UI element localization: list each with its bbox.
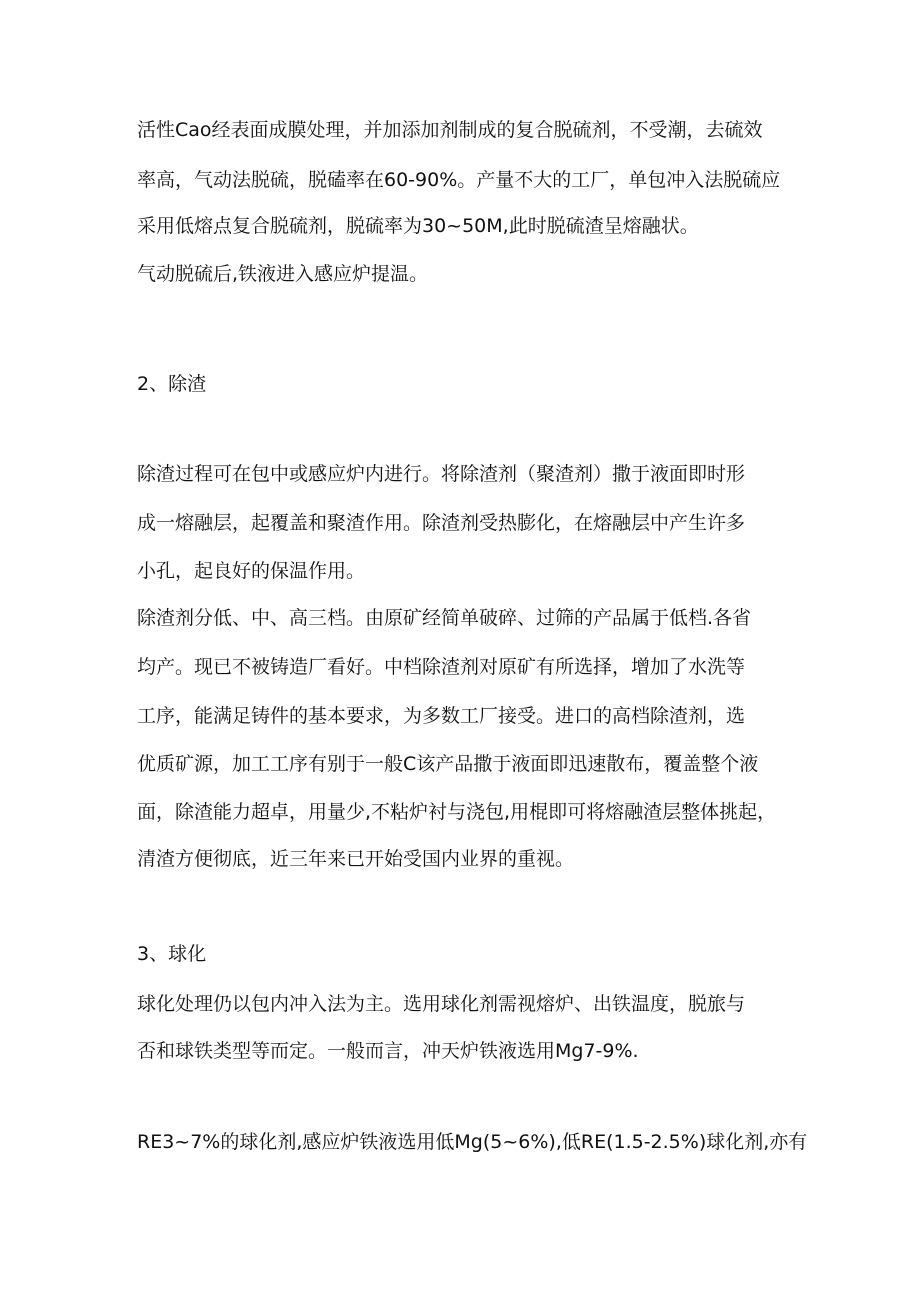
paragraph-2-line-1: 气动脱硫后,铁液进入感应炉提温。 [137,263,429,285]
paragraph-4-line-5: 面，除渣能力超卓，用量少,不粘炉衬与浇包,用棍即可将熔融渣层整体挑起， [137,801,777,823]
paragraph-4-line-4: 优质矿源，加工工序有别于一般C该产品撒于液面即迅速散布，覆盖整个液 [137,753,759,775]
paragraph-5-line-2: 否和球铁类型等而定。一般而言，冲天炉铁液选用Mg7-9%. [137,1040,639,1062]
paragraph-4-line-2: 均产。现已不被铸造厂看好。中档除渣剂对原矿有所选择，增加了水洗等 [137,656,746,678]
paragraph-4-line-3: 工序，能满足铸件的基本要求，为多数工厂接受。进口的高档除渣剂，选 [137,705,746,727]
paragraph-1-line-2: 率高，气动法脱硫，脱磕率在60-90%。产量不大的工厂，单包冲入法脱硫应 [137,169,781,191]
section-heading-2: 2、除渣 [137,373,207,395]
paragraph-6-line-1: RE3~7%的球化剂,感应炉铁液选用低Mg(5~6%),低RE(1.5-2.5%)球化剂,亦有 [137,1131,808,1153]
paragraph-3-line-1: 除渣过程可在包中或感应炉内进行。将除渣剂（聚渣剂）撒于液面即时形 [137,463,746,485]
paragraph-4-line-6: 清渣方便彻底，近三年来已开始受国内业界的重视。 [137,848,575,870]
paragraph-1-line-3: 采用低熔点复合脱硫剂，脱硫率为30~50M,此时脱硫渣呈熔融状。 [137,215,699,237]
paragraph-4-line-1: 除渣剂分低、中、高三档。由原矿经简单破碎、过筛的产品属于低档.各省 [137,607,752,629]
paragraph-3-line-2: 成一熔融层，起覆盖和聚渣作用。除渣剂受热膨化，在熔融层中产生许多 [137,512,746,534]
paragraph-1-line-1: 活性Cao经表面成膜处理，并加添加剂制成的复合脱硫剂，不受潮，去硫效 [137,119,763,141]
paragraph-5-line-1: 球化处理仍以包内冲入法为主。选用球化剂需视熔炉、出铁温度，脱旅与 [137,993,746,1015]
paragraph-3-line-3: 小孔，起良好的保温作用。 [137,560,366,582]
section-heading-3: 3、球化 [137,943,207,965]
